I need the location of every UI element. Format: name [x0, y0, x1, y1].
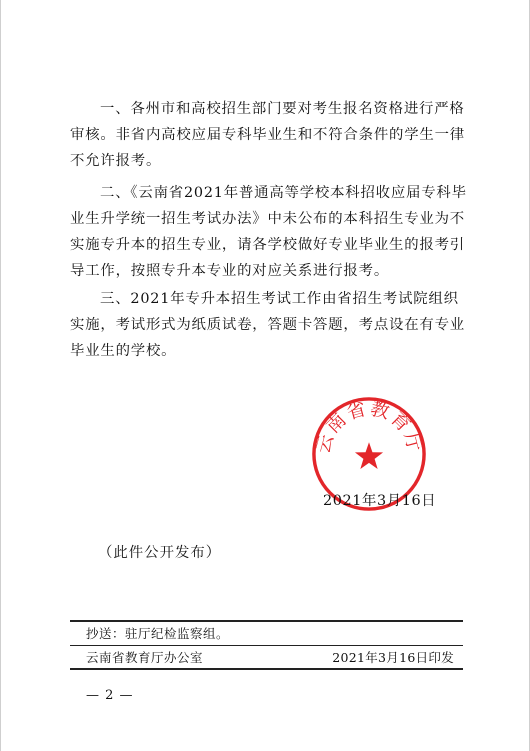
paragraph-3: 三、2021年专升本招生考试工作由省招生考试院组织实施，考试形式为纸质试卷，答题卡答题，考点设在有专业毕业生的学校。: [70, 291, 465, 359]
footer-rule-bottom: [70, 668, 463, 670]
print-date: 2021年3月16日印发: [332, 650, 454, 665]
page-border-left: [0, 0, 1, 751]
cc-recipients: 抄送：驻厅纪检监察组。: [86, 626, 230, 641]
seal-star-icon: [355, 442, 383, 469]
signing-date: 2021年3月16日: [323, 493, 437, 509]
public-release-note: （此件公开发布）: [98, 545, 222, 561]
footer-rule-middle: [70, 645, 463, 646]
paragraph-1: 一、各州市和高校招生部门要对考生报名资格进行严格审核。非省内高校应届专科毕业生和不符合条件的学生一律不允许报考。: [70, 101, 465, 169]
issuing-office: 云南省教育厅办公室: [86, 650, 204, 665]
seal-text: 云南省教育厅: [312, 398, 426, 456]
footer-rule-top: [70, 620, 463, 622]
paragraph-2: 二、《云南省2021年普通高等学校本科招收应届专科毕业生升学统一招生考试办法》中未公布的本科招生专业为不实施专升本的招生专业，请各学校做好专业毕业生的报考引导工作，按照专升本专业的对应关系进行报考。: [70, 185, 467, 279]
page-number: — 2 —: [86, 688, 134, 703]
